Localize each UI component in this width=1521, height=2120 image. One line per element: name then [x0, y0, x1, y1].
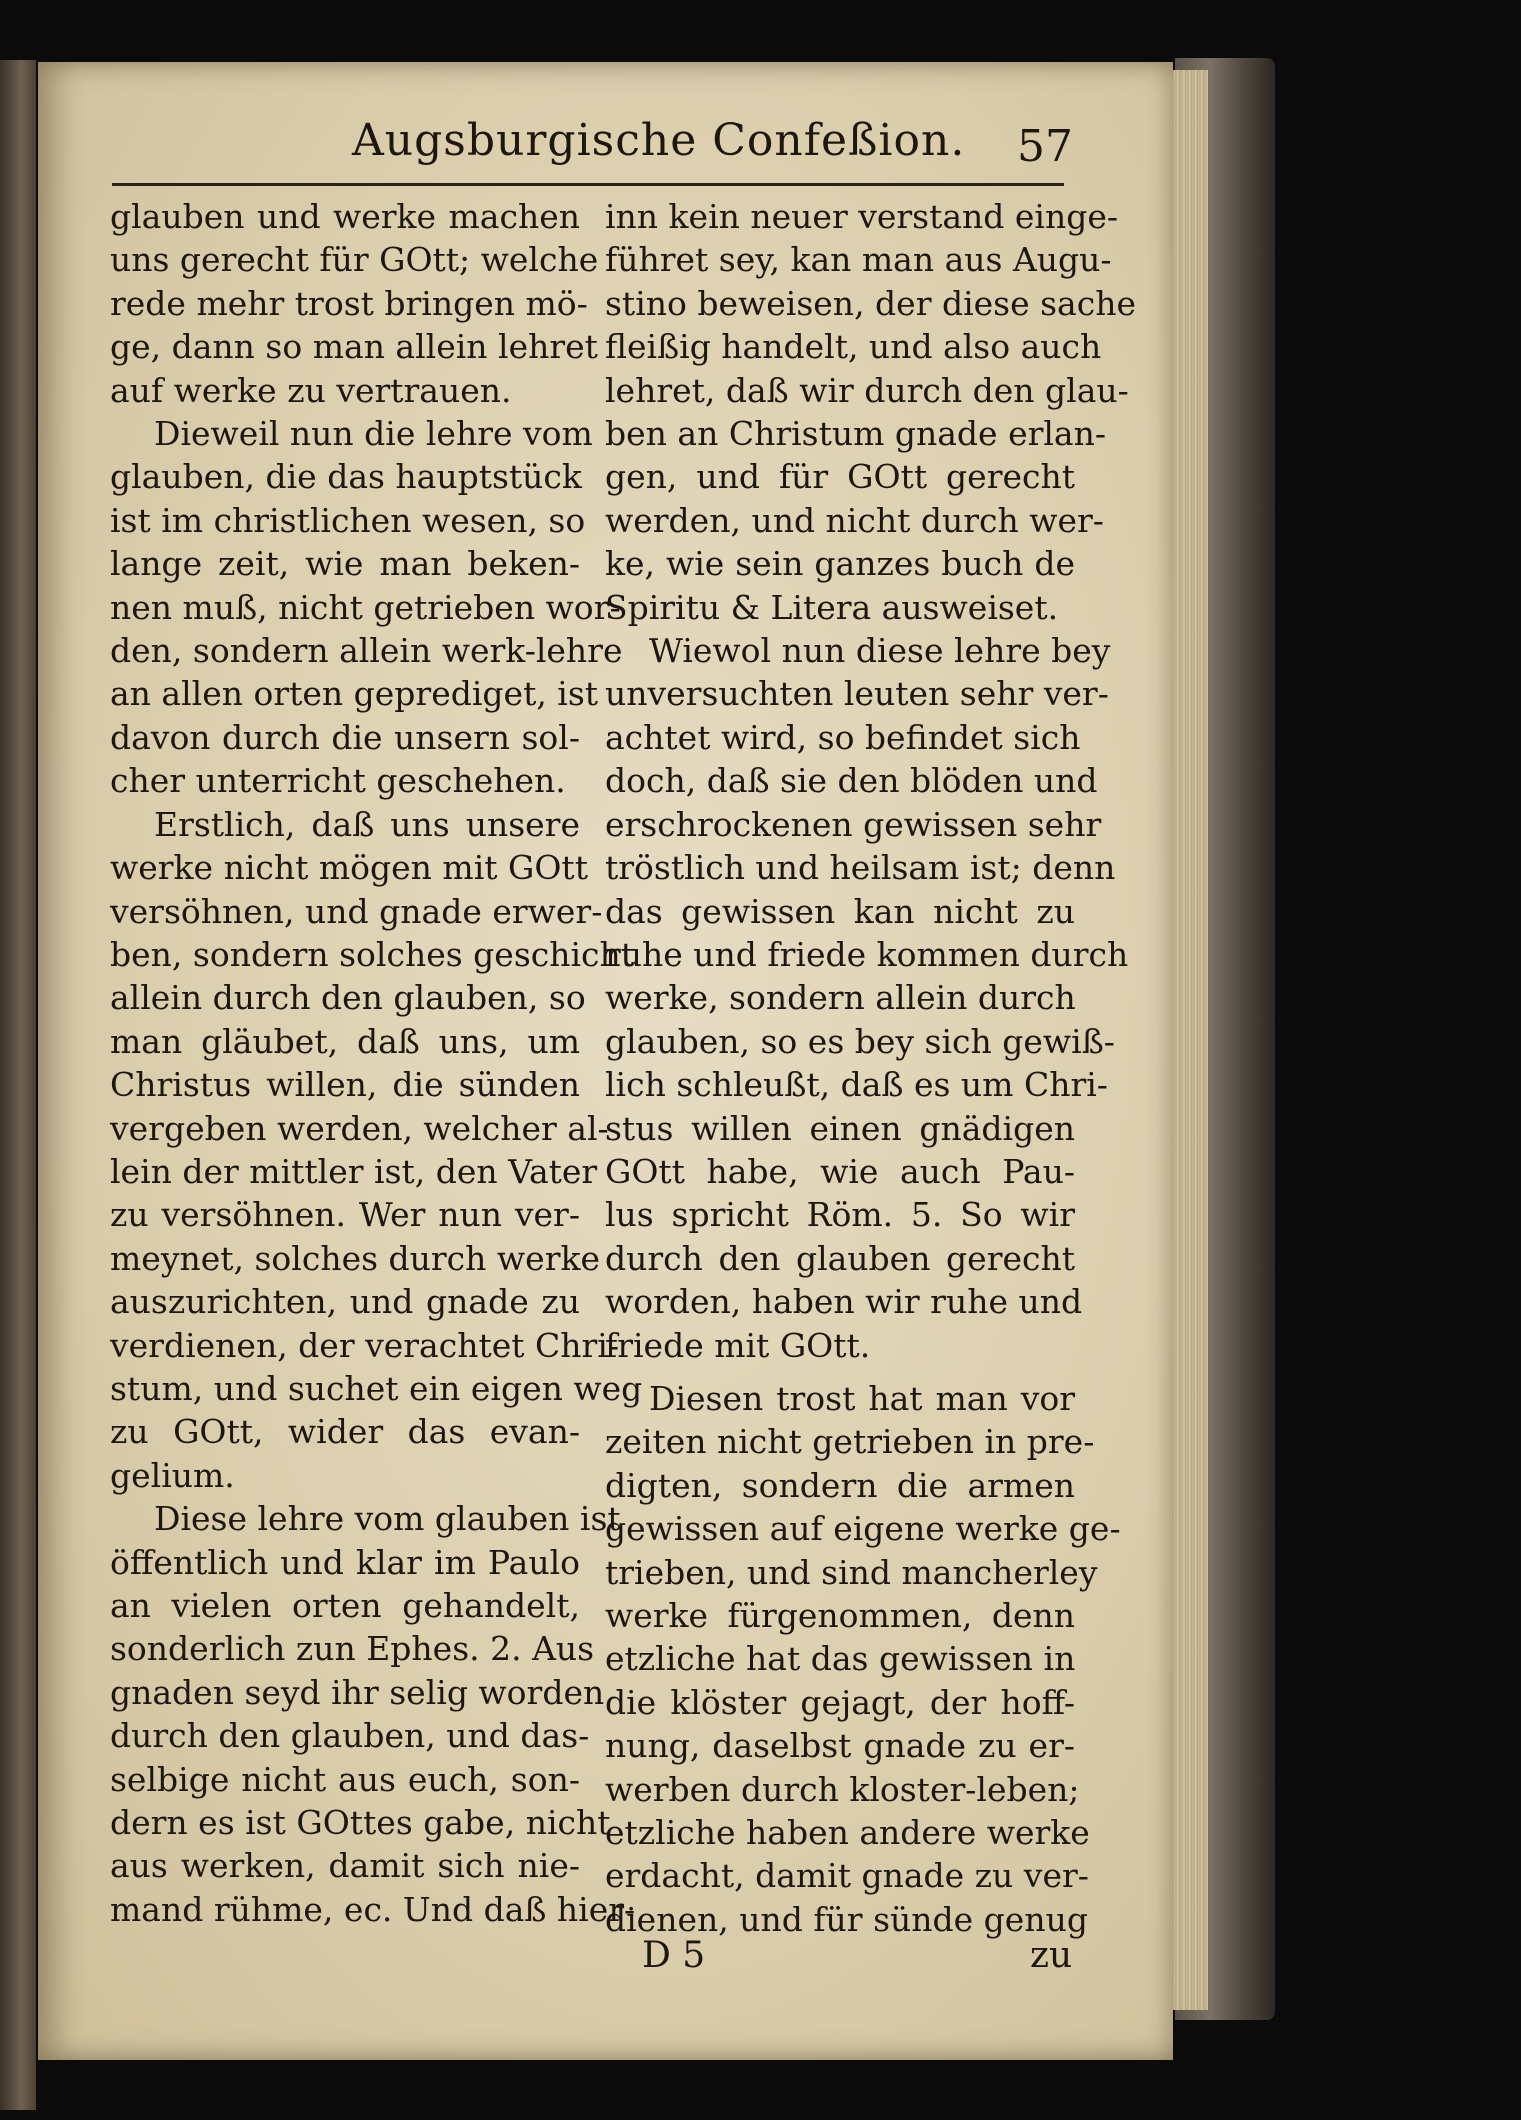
text-line: trieben, und sind mancherley [605, 1552, 1098, 1592]
text-line: selbige nicht aus euch, son- [110, 1759, 580, 1799]
text-line: digten, sondern die armen [605, 1465, 1075, 1505]
text-line: zu versöhnen. Wer nun ver- [110, 1195, 580, 1235]
header-rule [112, 183, 1064, 186]
text-line: lich schleußt, daß es um Chri- [605, 1065, 1108, 1105]
text-line: führet sey, kan man aus Augu- [605, 240, 1112, 280]
text-line: vergeben werden, welcher al- [110, 1108, 609, 1148]
text-line: auszurichten, und gnade zu [110, 1282, 580, 1322]
facing-page-edge [0, 60, 36, 2110]
signature-mark: D 5 [642, 1935, 706, 1976]
text-line: stino beweisen, der diese sache [605, 283, 1136, 323]
text-line: werke fürgenommen, denn [605, 1596, 1075, 1635]
text-line: Spiritu & Litera ausweiset. [605, 587, 1059, 627]
text-line: Diesen trost hat man vor [649, 1378, 1075, 1418]
text-line: glauben, die das hauptstück [110, 457, 582, 497]
text-line: werke nicht mögen mit GOtt [110, 848, 588, 888]
text-line: erschrockenen gewissen sehr [605, 804, 1102, 844]
text-line: das gewissen kan nicht zu [605, 891, 1075, 931]
text-line: Diese lehre vom glauben ist [154, 1499, 621, 1539]
text-line: worden, haben wir ruhe und [605, 1282, 1083, 1322]
text-line: ruhe und friede kommen durch [605, 934, 1129, 974]
text-line: man gläubet, daß uns, um [110, 1021, 580, 1061]
text-line: tröstlich und heilsam ist; denn [605, 848, 1116, 888]
text-line: glauben und werke machen [110, 197, 580, 236]
text-line: verdienen, der verachtet Chri- [110, 1325, 619, 1365]
left-text-column [110, 195, 643, 1931]
text-line: Christus willen, die sünden [110, 1065, 580, 1105]
text-line: lehret, daß wir durch den glau- [605, 370, 1129, 410]
text-line: versöhnen, und gnade erwer- [110, 891, 603, 931]
text-line: ge, dann so man allein lehret [110, 327, 598, 367]
text-line: GOtt habe, wie auch Pau- [605, 1151, 1075, 1191]
text-line: Erstlich, daß uns unsere [154, 804, 580, 844]
text-line: ke, wie sein ganzes buch de [605, 544, 1075, 584]
text-line: nung, daselbst gnade zu er- [605, 1726, 1075, 1766]
text-line: sonderlich zun Ephes. 2. Aus [110, 1629, 595, 1669]
text-line: stum, und suchet ein eigen weg [110, 1368, 643, 1408]
text-line: lus spricht Röm. 5. So wir [605, 1195, 1075, 1235]
text-line: zeiten nicht getrieben in pre- [605, 1422, 1095, 1462]
text-line: mand rühme, ec. Und daß hier- [110, 1889, 636, 1929]
text-line: allein durch den glauben, so [110, 978, 586, 1018]
text-line: auf werke zu vertrauen. [110, 370, 512, 410]
text-line: nen muß, nicht getrieben wor- [110, 587, 621, 627]
text-line: zu GOtt, wider das evan- [110, 1412, 580, 1452]
text-line: durch den glauben gerecht [605, 1238, 1075, 1278]
catchword: zu [1030, 1935, 1073, 1976]
text-line: lein der mittler ist, den Vater [110, 1151, 598, 1191]
text-line: rede mehr trost bringen mö- [110, 283, 588, 323]
text-line: etzliche hat das gewissen in [605, 1639, 1076, 1679]
text-line: an allen orten geprediget, ist [110, 674, 599, 714]
text-line: doch, daß sie den blöden und [605, 761, 1098, 801]
text-line: friede mit GOtt. [605, 1325, 871, 1365]
text-line: Wiewol nun diese lehre bey [649, 631, 1111, 671]
text-line: öffentlich und klar im Paulo [110, 1542, 580, 1582]
text-line: durch den glauben, und das- [110, 1716, 590, 1756]
running-title: Augsburgische Confeßion. [352, 115, 966, 166]
text-line: werden, und nicht durch wer- [605, 500, 1104, 540]
text-line: davon durch die unsern sol- [110, 717, 580, 757]
text-line: gelium. [110, 1455, 235, 1495]
text-line: Dieweil nun die lehre vom [154, 414, 593, 454]
text-line: werke, sondern allein durch [605, 978, 1076, 1018]
text-line: unversuchten leuten sehr ver- [605, 674, 1109, 714]
text-line: inn kein neuer verstand einge- [605, 197, 1119, 236]
page-number: 57 [1017, 121, 1073, 172]
text-line: dienen, und für sünde genug [605, 1899, 1088, 1939]
right-text-column [605, 195, 1136, 1941]
text-line: etzliche haben andere werke [605, 1813, 1090, 1853]
text-line: lange zeit, wie man beken- [110, 544, 580, 584]
text-line: werben durch kloster-leben; [605, 1769, 1080, 1809]
text-line: uns gerecht für GOtt; welche [110, 240, 599, 280]
text-line: gewissen auf eigene werke ge- [605, 1509, 1121, 1549]
text-line: glauben, so es bey sich gewiß- [605, 1021, 1115, 1061]
text-line: ben, sondern solches geschicht [110, 934, 635, 974]
text-line: dern es ist GOttes gabe, nicht [110, 1803, 611, 1843]
text-line: erdacht, damit gnade zu ver- [605, 1856, 1089, 1896]
text-line: die klöster gejagt, der hoff- [605, 1682, 1075, 1722]
text-line: stus willen einen gnädigen [605, 1108, 1075, 1148]
text-line: fleißig handelt, und also auch [605, 327, 1102, 367]
text-line: an vielen orten gehandelt, [110, 1586, 580, 1625]
text-line: gnaden seyd ihr selig worden [110, 1672, 605, 1712]
page-stack-edges [1168, 70, 1208, 2010]
text-line: gen, und für GOtt gerecht [605, 457, 1075, 497]
text-line: meynet, solches durch werke [110, 1238, 600, 1278]
text-line: cher unterricht geschehen. [110, 761, 566, 801]
text-line: aus werken, damit sich nie- [110, 1846, 580, 1886]
page-header [72, 115, 1072, 175]
text-line: den, sondern allein werk-lehre [110, 631, 623, 671]
text-line: achtet wird, so befindet sich [605, 717, 1081, 757]
text-line: ist im christlichen wesen, so [110, 500, 586, 540]
text-line: ben an Christum gnade erlan- [605, 414, 1107, 454]
